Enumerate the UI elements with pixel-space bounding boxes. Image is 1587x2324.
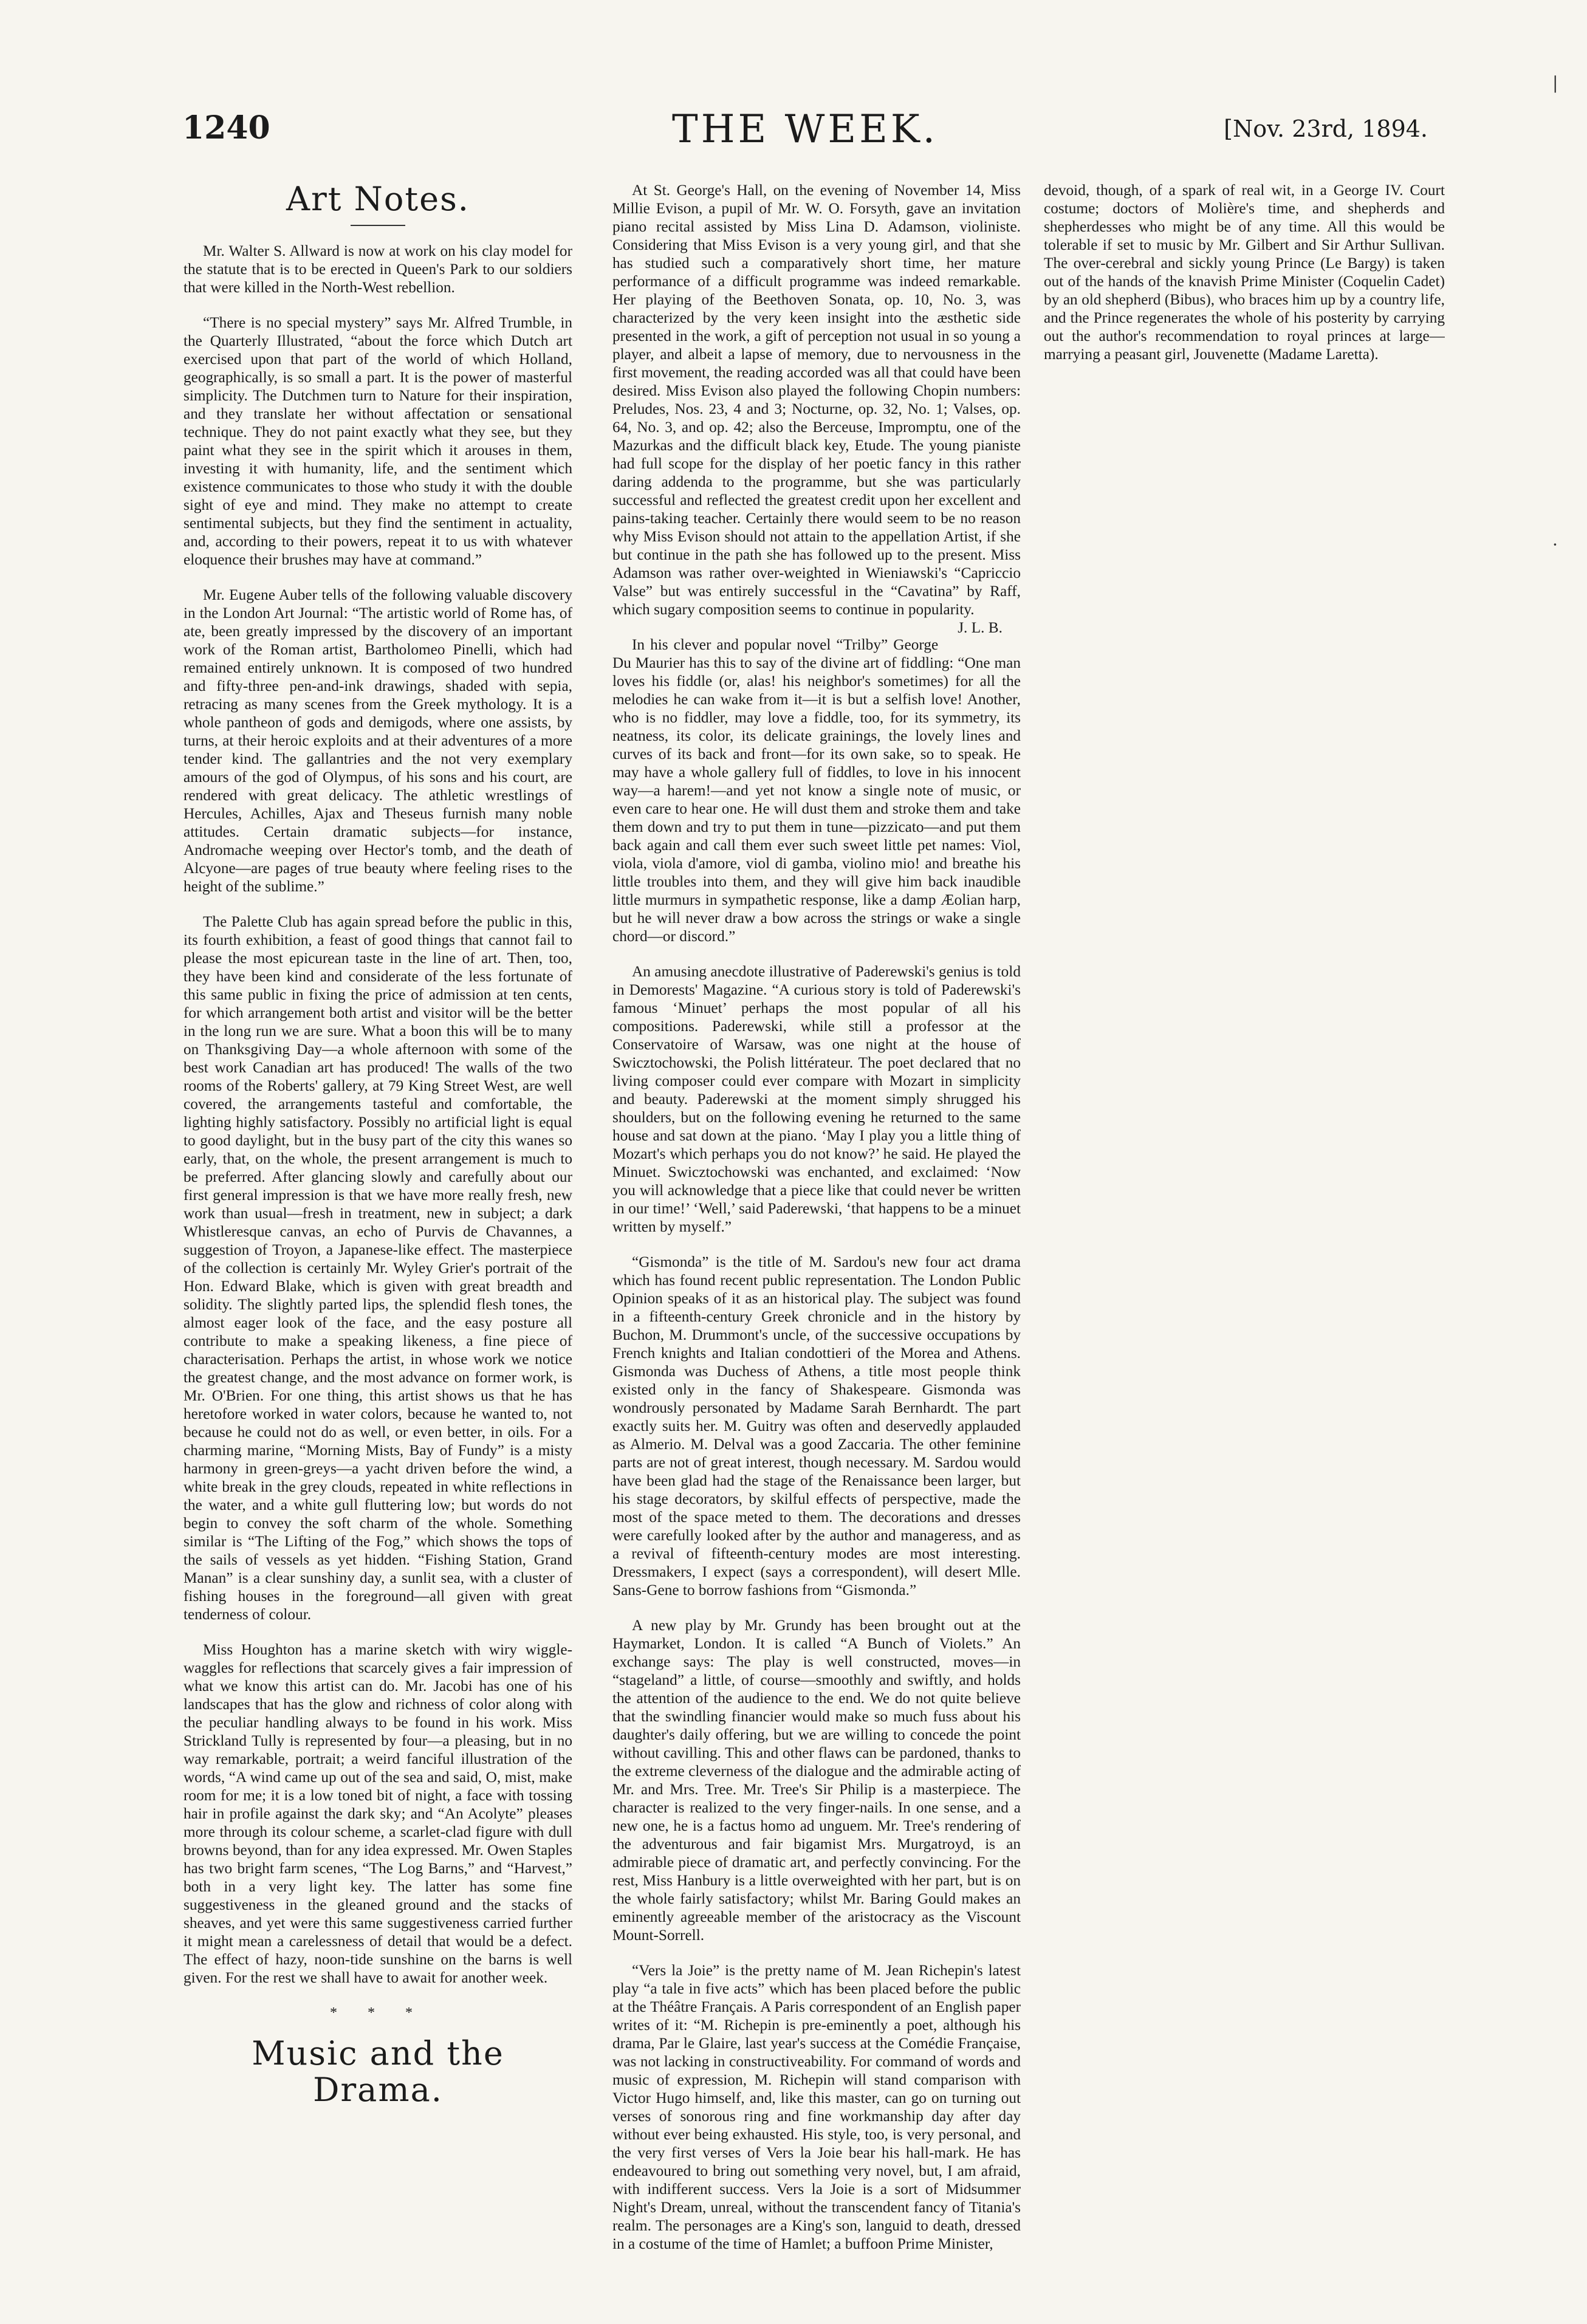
page-header (182, 109, 1428, 164)
column-1 (183, 181, 572, 2283)
drama-paragraph-vers-la-joie: “Vers la Joie” is the pretty name of M. Jean Richepin's latest play “a tale in five acts” which has been placed before the public at the Théâtre Français. A Paris correspondent of an English paper writes of it: “M. Richepin is pre-eminently a poet, although his drama, Par le Glaire, last year's success at the Comédie Française, was not lacking in constructiveability. For command of words and music of expression, M. Richepin will stand comparison with Victor Hugo himself, and, like this master, can go on turning out verses of sonorous ring and fine workmanship day after day without ever being exhausted. His style, too, is very personal, and the very first verses of Vers la Joie bear his hall-mark. He has endeavoured to bring out something very novel, but, I am afraid, with indifferent success. Vers la Joie is a sort of Midsummer Night's Dream, unreal, without the transcendent fancy of Titania's realm. The personages are a King's son, languid to death, dressed in a costume of the time of Hamlet; a buffoon Prime Minister, (612, 1962, 1021, 2252)
art-paragraph-dutch-art: “There is no special mystery” says Mr. Alfred Trumble, in the Quarterly Illustrated, “about the force which Dutch art exercised upon that part of the world of which Holland, geographically, is so small a part. It is the power of masterful simplicity. The Dutchmen turn to Nature for their inspiration, and they translate her without affectation or sensational technique. They do not paint exactly what they see, but they paint what they see in the spirit which it arouses in them, investing it with humanity, life, and the sentiment which existence communicates to those who study it with the double sight of eye and mind. They make no attempt to create sentimental subjects, but they find the sentiment in actuality, and, according to their powers, repeat it to us with whatever eloquence their brushes may have at command.” (183, 314, 572, 568)
column-2 (612, 181, 1021, 2283)
page-number: 1240 (182, 109, 270, 146)
music-paragraph-trilby: In his clever and popular novel “Trilby” George Du Maurier has this to say of the divine art of fiddling: “One man loves his fiddle (or, alas! his neighbor's sometimes) for all the melodies he can wake from it—it is but a selfish love! Another, who is no fiddler, may love a fiddle, too, for its symmetry, its neatness, its color, its delicate grainings, the lovely lines and curves of its back and front—for its own sake, so to speak. He may have a whole gallery full of fiddles, to love in his innocent way—a harem!—and yet not know a single note of music, or even care to hear one. He will dust them and stroke them and take them down and try to put them in tune—pizzicato—and put them back again and call them ever such sweet little pet names: Viol, viola, viola d'amore, viol di gamba, violino mio! and breathe his little troubles into them, and they will give him back inaudible little murmurs in sympathetic response, like a damp Æolian harp, but he will never draw a bow across the strings or wake a single chord—or discord.” (612, 636, 1021, 945)
music-paragraph-evison (612, 181, 1021, 636)
drama-paragraph-vers-la-joie-continued: devoid, though, of a spark of real wit, in a George IV. Court costume; doctors of Molière's time, and shepherds and shepherdesses who might be of any time. All this would be tolerable if set to music by Mr. Gilbert and Sir Arthur Sullivan. The over-cerebral and sickly young Prince (Le Bargy) is taken out of the hands of the knavish Prime Minister (Coquelin Cadet) by an old shepherd (Bibus), who braces him up by a country life, and the Prince regenerates the whole of his posterity by carrying out the author's recommendation to royal princes at large—marrying a peasant girl, Jouvenette (Madame Laretta). (1044, 182, 1445, 363)
drama-paragraph-violets: A new play by Mr. Grundy has been brought out at the Haymarket, London. It is called “A Bunch of Violets.” An exchange says: The play is well constructed, moves—in “stageland” a little, of course—smoothly and swiftly, and holds the attention of the audience to the end. We do not quite believe that the swindling financier would make so much fuss about his daughter's daily offering, but we are willing to concede the point without cavilling. This and other flaws can be pardoned, thanks to the extreme cleverness of the dialogue and the admirable acting of Mr. and Mrs. Tree. Mr. Tree's Sir Philip is a masterpiece. The character is realized to the very finger-nails. In one sense, and a new one, he is a factus homo ad unguem. Mr. Tree's rendering of the adventurous and fair bigamist Mrs. Murgatroyd, is an admirable piece of dramatic art, and perfectly convincing. For the rest, Miss Hanbury is a little overweighted with her part, but is on the whole fairly satisfactory; whilst Mr. Baring Gould makes an eminently agreeable member of the aristocracy as the Viscount Mount-Sorrell. (612, 1617, 1021, 1944)
section-separator: * * * (330, 2005, 426, 2021)
issue-date: [Nov. 23rd, 1894. (1224, 115, 1428, 142)
evison-text: At St. George's Hall, on the evening of November 14, Miss Millie Evison, a pupil of Mr. W. O. Forsyth, gave an invitation piano recital assisted by Miss Lina D. Adamson, violiniste. Considering that Miss Evison is a very young girl, and that she has studied such a comparatively short time, her mature performance of a difficult programme was indeed remarkable. Her playing of the Beethoven Sonata, op. 10, No. 3, was characterized by the very keen insight into the æsthetic side presented in the work, a gift of perception not usual in so young a player, and albeit a lapse of memory, due to nervousness in the first movement, the reading accorded was all that could have been desired. Miss Evison also played the following Chopin numbers: Preludes, Nos. 23, 4 and 3; Nocturne, op. 32, No. 1; Valses, op. 64, No. 3, and op. 42; also the Berceuse, Impromptu, one of the Mazurkas and the difficult black key, Etude. The young pianiste had full scope for the display of her poetic fancy in this rather daring addenda to the programme, but she was particularly successful and reflected the greatest credit upon her excellent and pains-taking teacher. Certainly there would seem to be no reason why Miss Evison should not attain to the appellation Artist, if she but continue in the path she has followed up to the present. Miss Adamson was rather over-weighted in Wieniawski's “Capriccio Valse” but was entirely successful in the “Cavatina” by Raff, which sugary composition seems to continue in popularity. (612, 182, 1021, 618)
masthead-title: THE WEEK. (672, 107, 938, 152)
column-3 (1044, 181, 1445, 2283)
margin-mark: | (1552, 73, 1558, 93)
signature: J. L. B. (958, 619, 1003, 636)
art-paragraph-pinelli: Mr. Eugene Auber tells of the following valuable discovery in the London Art Journal: “The artistic world of Rome has, of ate, been greatly impressed by the discovery of an important work of the Roman artist, Bartholomeo Pinelli, which had remained entirely unknown. It is composed of two hundred and fifty-three pen-and-ink drawings, shaded with sepia, retracing as many scenes from the Greek mythology. It is a whole pantheon of gods and demigods, where one assists, by turns, at their heroic exploits and at their adventures of a more tender kind. The gallantries and the not very exemplary amours of the god of Olympus, of his sons and his court, are rendered with great delicacy. The athletic wrestlings of Hercules, Achilles, Ajax and Theseus furnish many noble attitudes. Certain dramatic subjects—for instance, Andromache weeping over Hector's tomb, and the death of Alcyone—are pages of true beauty where feeling rises to the height of the sublime.” (183, 586, 572, 895)
art-paragraph-exhibitors: Miss Houghton has a marine sketch with wiry wiggle-waggles for reflections that scarcely gives a fair impression of what we know this artist can do. Mr. Jacobi has one of his landscapes that has the glow and richness of color along with the peculiar handling always to be found in his work. Miss Strickland Tully is represented by four—a pleasing, but in no way remarkable, portrait; a weird fanciful illustration of the words, “A wind came up out of the sea and said, O, mist, make room for me; it is a low toned bit of night, a face with tossing hair in profile against the dark sky; and “An Acolyte” pleases more through its colour scheme, a scarlet-clad figure with dull browns beyond, than for any idea expressed. Mr. Owen Staples has two bright farm scenes, “The Log Barns,” and “Harvest,” both in a very light key. The latter has some fine suggestiveness in the gleaned ground and the stacks of sheaves, and yet were this same suggestiveness carried further it might mean a carelessness of detail that would be a defect. The effect of hazy, noon-tide sunshine on the barns is well given. For the rest we shall have to await for another week. (183, 1641, 572, 1986)
heading-rule (351, 225, 405, 226)
art-notes-heading: Art Notes. (286, 181, 470, 218)
art-paragraph-palette-club: The Palette Club has again spread before the public in this, its fourth exhibition, a feast of good things that cannot fail to please the most epicurean taste in the line of art. Then, too, they have been kind and considerate of the less fortunate of this same public in fixing the price of admission at ten cents, for which arrangement both artist and visitor will be the better in the long run we are sure. What a boon this will be to many on Thanksgiving Day—a whole afternoon with some of the best work Canadian art has produced! The walls of the two rooms of the Roberts' gallery, at 79 King Street West, are well covered, the arrangements tasteful and comfortable, the lighting highly satisfactory. Possibly no artificial light is equal to good daylight, but in the busy part of the city this wanes so early, that, on the whole, the present arrangement is much to be preferred. After glancing slowly and carefully about our first general impression is that we have more really fresh, new work than usual—fresh in treatment, new in subject; a dark Whistleresque canvas, an echo of Purvis de Chavannes, a suggestion of Troyon, a Japanese-like effect. The masterpiece of the collection is certainly Mr. Wyley Grier's portrait of the Hon. Edward Blake, which is given with great breadth and solidity. The slightly parted lips, the splendid flesh tones, the almost eager look of the face, and the easy posture all contribute to make a speaking likeness, a fine piece of characterisation. Perhaps the artist, in whose work we notice the greatest change, and the most advance on former work, is Mr. O'Brien. For one thing, this artist shows us that he has heretofore worked in water colors, because he wanted to, not because he could not do as well, or even better, in oils. For a charming marine, “Morning Mists, Bay of Fundy” is a misty harmony in green-greys—a yacht driven before the wind, a white break in the grey clouds, repeated in white reflections in the water, and a white gull fluttering low; but words do not begin to convey the soft charm of the whole. Something similar is “The Lifting of the Fog,” which shows the tops of the sails of vessels as yet hidden. “Fishing Station, Grand Manan” is a clear sunshiny day, a sunlit sea, with a cluster of fishing houses in the foreground—all given with great tenderness of colour. (183, 913, 572, 1623)
art-paragraph-allward: Mr. Walter S. Allward is now at work on his clay model for the statute that is to be erected in Queen's Park to our soldiers that were killed in the North-West rebellion. (183, 242, 572, 296)
drama-paragraph-gismonda: “Gismonda” is the title of M. Sardou's new four act drama which has found recent public representation. The London Public Opinion speaks of it as an historical play. The subject was found in a fifteenth-century Greek chronicle and in the history by Buchon, M. Drummont's uncle, of the successive occupations by French knights and Italian condottieri of the Morea and Athens. Gismonda was Duchess of Athens, a title most people think existed only in the fancy of Shakespeare. Gismonda was wondrously personated by Madame Sarah Bernhardt. The part exactly suits her. M. Guitry was often and deservedly applauded as Almerio. M. Delval was a good Zaccaria. The other feminine parts are not of great interest, though necessary. M. Sardou would have been glad had the stage of the Renaissance been larger, but his stage decorators, by skilful effects of perspective, made the most of the space meted to them. The decorations and dresses were carefully looked after by the author and manageress, and as a revival of fifteenth-century modes are most interesting. Dressmakers, I expect (says a correspondent), will desert Mlle. Sans-Gene to borrow fashions from “Gismonda.” (612, 1253, 1021, 1599)
margin-mark: · (1552, 535, 1558, 555)
music-paragraph-paderewski: An amusing anecdote illustrative of Paderewski's genius is told in Demorests' Magazine. “A curious story is told of Paderewski's famous ‘Minuet’ perhaps the most popular of all his compositions. Paderewski, while still a professor at the Conservatoire of Warsaw, was one night at the house of Swicztochowski, the Polish littérateur. The poet declared that no living composer could ever compare with Mozart in simplicity and beauty. Paderewski at the moment simply shrugged his shoulders, but on the following evening he returned to the same house and sat down at the piano. ‘May I play you a little thing of Mozart's which perhaps you do not know?’ he said. He played the Minuet. Swicztochowski was enchanted, and exclaimed: ‘Now you will acknowledge that a piece like that could never be written in our time!’ ‘Well,’ said Paderewski, ‘that happens to be a minuet written by myself.” (612, 963, 1021, 1235)
music-drama-heading: Music and the Drama. (252, 2034, 504, 2109)
